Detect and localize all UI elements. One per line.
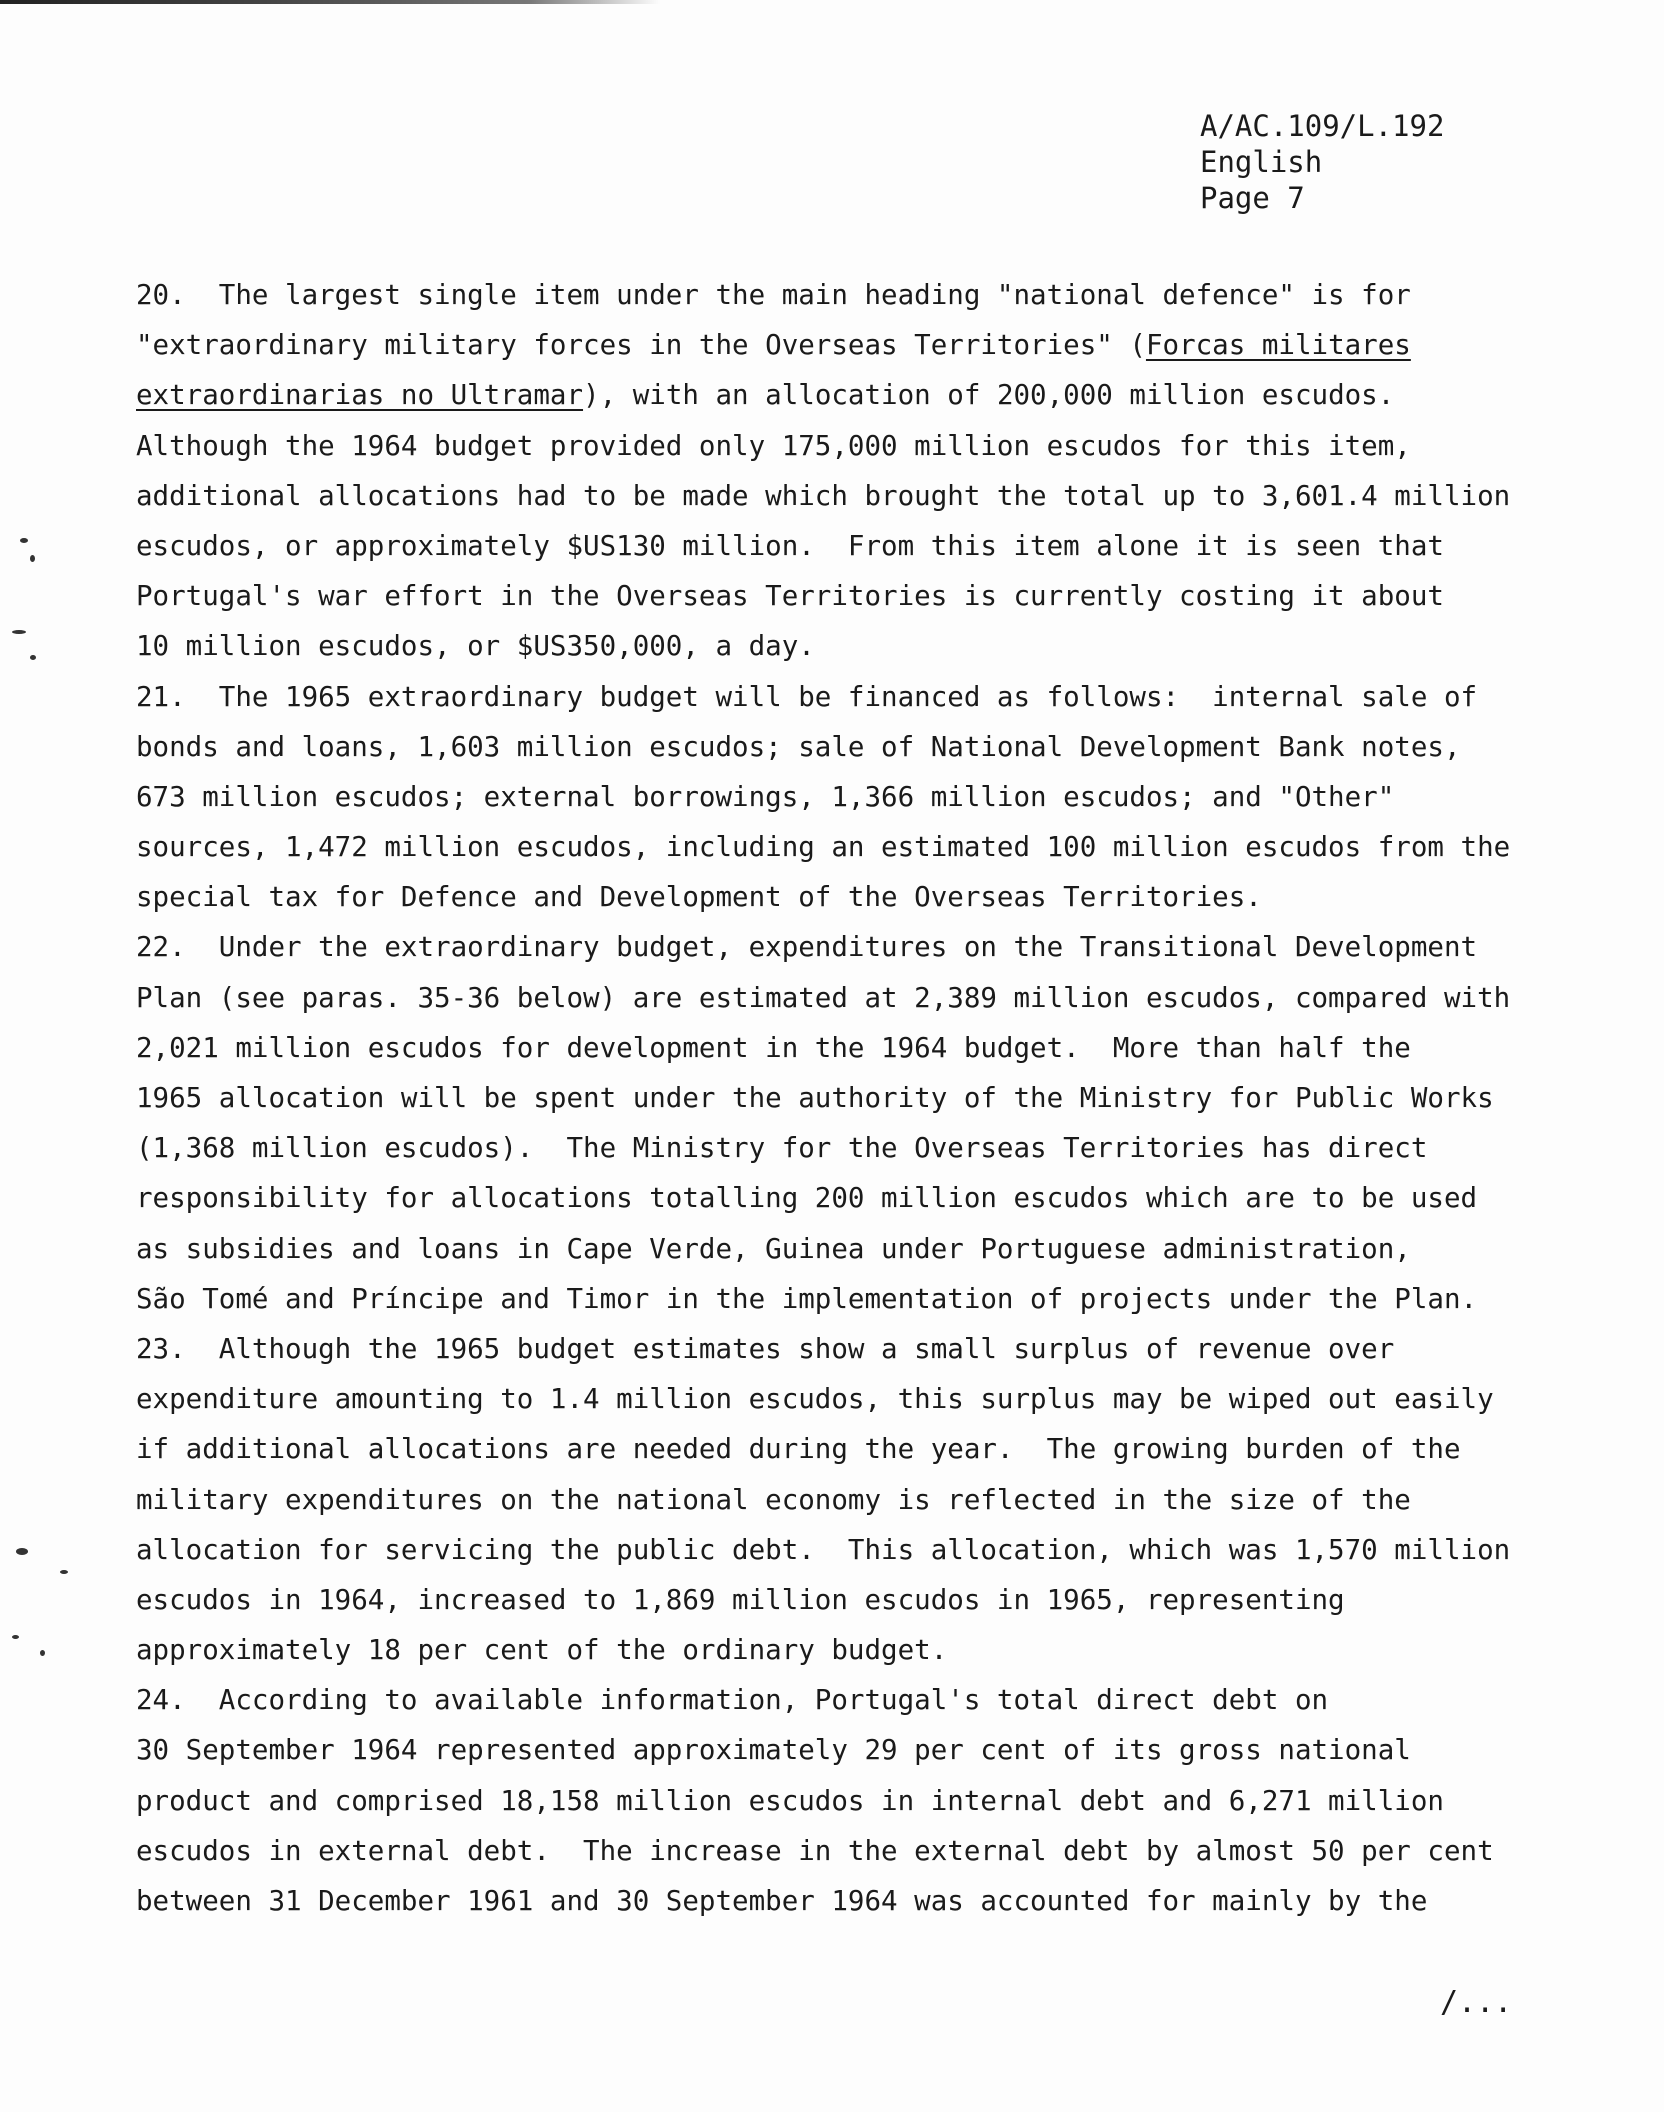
line-text: as subsidies and loans in Cape Verde, Guinea under Portuguese administration, bbox=[136, 1232, 1411, 1265]
line-text: (1,368 million escudos). The Ministry for the Overseas Territories has direct bbox=[136, 1132, 1428, 1165]
text-line bbox=[136, 370, 1536, 420]
line-text: bonds and loans, 1,603 million escudos; sale of National Development Bank notes, bbox=[136, 730, 1461, 763]
scan-edge-mark bbox=[0, 0, 660, 4]
line-text: 2,021 million escudos for development in the 1964 budget. More than half the bbox=[136, 1031, 1411, 1064]
text-line bbox=[136, 822, 1536, 872]
document-symbol: A/AC.109/L.192 bbox=[1200, 109, 1445, 143]
text-line bbox=[136, 1023, 1536, 1073]
text-line bbox=[136, 1274, 1536, 1324]
line-text: sources, 1,472 million escudos, including an estimated 100 million escudos from the bbox=[136, 831, 1511, 864]
line-text: "extraordinary military forces in the Overseas Territories" ( bbox=[136, 329, 1146, 362]
text-line bbox=[136, 1625, 1536, 1675]
line-text: approximately 18 per cent of the ordinary budget. bbox=[136, 1634, 948, 1667]
line-text: 24. According to available information, Portugal's total direct debt on bbox=[136, 1684, 1329, 1717]
line-text: escudos, or approximately $US130 million. From this item alone it is seen that bbox=[136, 529, 1444, 562]
text-line bbox=[136, 1073, 1536, 1123]
body-text bbox=[136, 270, 1536, 1926]
line-text: special tax for Defence and Development of the Overseas Territories. bbox=[136, 881, 1262, 914]
text-line bbox=[136, 1224, 1536, 1274]
scan-speck bbox=[60, 1570, 68, 1574]
scan-speck bbox=[12, 630, 26, 634]
continuation-mark: /... bbox=[1440, 1985, 1513, 2020]
line-text: Portugal's war effort in the Overseas Territories is currently costing it about bbox=[136, 580, 1444, 613]
line-text: 1965 allocation will be spent under the authority of the Ministry for Public Works bbox=[136, 1082, 1494, 1114]
line-text: 23. Although the 1965 budget estimates show a small surplus of revenue over bbox=[136, 1332, 1395, 1365]
text-line bbox=[136, 1374, 1536, 1424]
underlined-phrase: extraordinarias no Ultramar bbox=[136, 379, 584, 412]
text-line bbox=[136, 1424, 1536, 1474]
line-text: ), with an allocation of 200,000 million escudos. bbox=[583, 379, 1395, 412]
line-text: allocation for servicing the public debt. This allocation, which was 1,570 million bbox=[136, 1533, 1511, 1566]
text-line bbox=[136, 521, 1536, 571]
page-number: Page 7 bbox=[1200, 181, 1305, 215]
text-line bbox=[136, 872, 1536, 922]
line-text: responsibility for allocations totalling 200 million escudos which are to be used bbox=[136, 1182, 1478, 1215]
text-line bbox=[136, 270, 1536, 320]
text-line bbox=[136, 1675, 1536, 1725]
text-line bbox=[136, 973, 1536, 1023]
line-text: military expenditures on the national economy is reflected in the size of the bbox=[136, 1483, 1411, 1516]
line-text: expenditure amounting to 1.4 million escudos, this surplus may be wiped out easily bbox=[136, 1383, 1494, 1416]
line-text: 22. Under the extraordinary budget, expenditures on the Transitional Development bbox=[136, 931, 1478, 964]
text-line bbox=[136, 621, 1536, 671]
text-line bbox=[136, 922, 1536, 972]
line-text: escudos in external debt. The increase in the external debt by almost 50 per cent bbox=[136, 1834, 1494, 1867]
text-line bbox=[136, 320, 1536, 370]
line-text: 10 million escudos, or $US350,000, a day. bbox=[136, 630, 815, 663]
scan-speck bbox=[12, 1635, 19, 1639]
text-line bbox=[136, 1525, 1536, 1575]
line-text: Although the 1964 budget provided only 175,000 million escudos for this item, bbox=[136, 429, 1411, 462]
line-text: Plan (see paras. 35-36 below) are estimated at 2,389 million escudos, compared with bbox=[136, 981, 1511, 1014]
scan-speck bbox=[40, 1650, 45, 1656]
text-line bbox=[136, 1826, 1536, 1876]
document-language: English bbox=[1200, 145, 1323, 179]
text-line bbox=[136, 1173, 1536, 1223]
text-line bbox=[136, 1725, 1536, 1775]
line-text: 20. The largest single item under the main heading "national defence" is for bbox=[136, 279, 1411, 311]
line-text: 673 million escudos; external borrowings, 1,366 million escudos; and "Other" bbox=[136, 780, 1395, 813]
text-line bbox=[136, 1876, 1536, 1926]
scan-speck bbox=[30, 655, 36, 660]
line-text: additional allocations had to be made which brought the total up to 3,601.4 million bbox=[136, 479, 1511, 512]
text-line bbox=[136, 471, 1536, 521]
text-line bbox=[136, 672, 1536, 722]
line-text: product and comprised 18,158 million escudos in internal debt and 6,271 million bbox=[136, 1784, 1444, 1817]
text-line bbox=[136, 1324, 1536, 1374]
underlined-phrase: Forcas militares bbox=[1145, 329, 1411, 362]
line-text: São Tomé and Príncipe and Timor in the implementation of projects under the Plan. bbox=[136, 1282, 1478, 1315]
text-line bbox=[136, 1123, 1536, 1173]
document-header bbox=[1200, 108, 1444, 216]
text-line bbox=[136, 772, 1536, 822]
line-text: 21. The 1965 extraordinary budget will be financed as follows: internal sale of bbox=[136, 680, 1478, 713]
line-text: 30 September 1964 represented approximately 29 per cent of its gross national bbox=[136, 1734, 1411, 1767]
scan-speck bbox=[16, 1548, 28, 1555]
scan-speck bbox=[30, 555, 35, 562]
line-text: escudos in 1964, increased to 1,869 million escudos in 1965, representing bbox=[136, 1583, 1345, 1616]
text-line bbox=[136, 1575, 1536, 1625]
text-line bbox=[136, 1776, 1536, 1826]
scan-speck bbox=[20, 538, 28, 543]
text-line bbox=[136, 421, 1536, 471]
text-line bbox=[136, 1475, 1536, 1525]
text-line bbox=[136, 571, 1536, 621]
line-text: between 31 December 1961 and 30 September 1964 was accounted for mainly by the bbox=[136, 1885, 1428, 1917]
text-line bbox=[136, 722, 1536, 772]
line-text: if additional allocations are needed during the year. The growing burden of the bbox=[136, 1433, 1461, 1466]
